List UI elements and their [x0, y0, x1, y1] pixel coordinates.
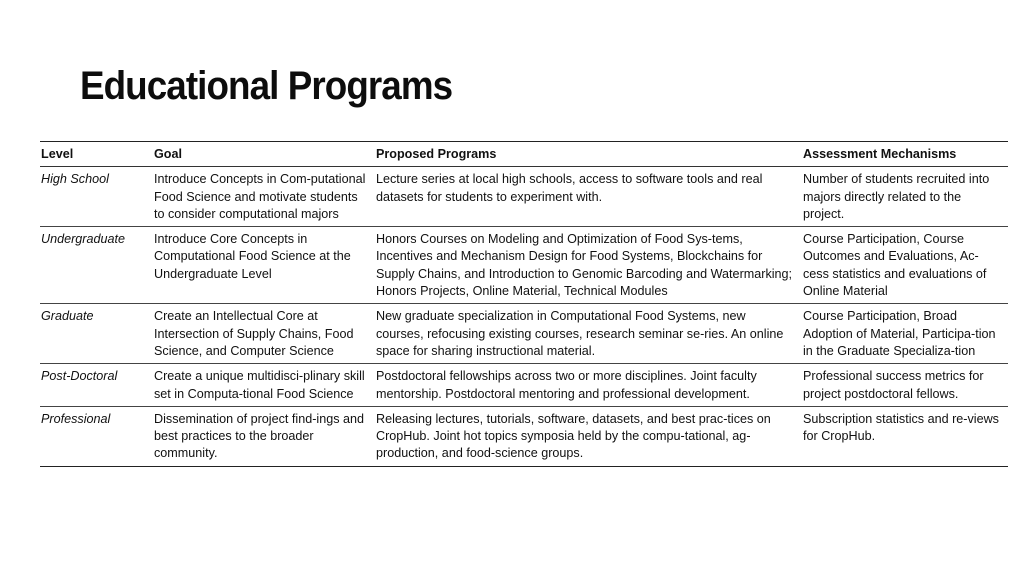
- cell-goal: Introduce Core Concepts in Computational Food Science at the Undergraduate Level: [154, 232, 351, 281]
- cell-proposed-programs: New graduate specialization in Computational Food Systems, new courses, refocusing existing courses, research seminar se-ries. An online space for sharing instructional material.: [376, 309, 784, 358]
- cell-assessment: Professional success metrics for project postdoctoral fellows.: [803, 369, 984, 401]
- cell-proposed-programs: Postdoctoral fellowships across two or more disciplines. Joint faculty mentorship. Postdoctoral mentoring and professional development.: [376, 369, 757, 401]
- cell-goal: Create an Intellectual Core at Intersection of Supply Chains, Food Science, and Computer Science: [154, 309, 354, 358]
- table-row: [40, 304, 1008, 364]
- cell-assessment: Number of students recruited into majors directly related to the project.: [803, 172, 990, 221]
- table-row: [40, 167, 1008, 227]
- table-row: [40, 406, 1008, 466]
- cell-assessment: Course Participation, Broad Adoption of Material, Participa-tion in the Graduate Specializa-tion: [803, 309, 996, 358]
- header-level: Level: [41, 147, 74, 161]
- cell-level: Post-Doctoral: [41, 369, 118, 384]
- slide-title: Educational Programs: [80, 64, 453, 108]
- header-proposed-programs: Proposed Programs: [376, 147, 497, 161]
- cell-level: Graduate: [41, 309, 94, 324]
- header-assessment-mechanisms: Assessment Mechanisms: [803, 147, 957, 161]
- cell-proposed-programs: Honors Courses on Modeling and Optimization of Food Sys-tems, Incentives and Mechanism Design for Food Systems, Blockchains for Supply Chains, and Introduction to Genomic Barcoding and Watermarking; Honors Projects, Online Material, Technical Modules: [376, 232, 793, 299]
- cell-proposed-programs: Releasing lectures, tutorials, software, datasets, and best prac-tices on CropHub. Joint hot topics symposia held by the compu-tational, ag-production, and food-science groups.: [376, 411, 771, 461]
- table-header-row: [40, 142, 1008, 167]
- cell-level: Undergraduate: [41, 232, 126, 247]
- cell-goal: Dissemination of project find-ings and best practices to the broader community.: [154, 411, 365, 461]
- cell-assessment: Subscription statistics and re-views for CropHub.: [803, 411, 999, 444]
- cell-level: Professional: [41, 411, 111, 426]
- table-row: [40, 227, 1008, 304]
- cell-goal: Introduce Concepts in Com-putational Food Science and motivate students to consider computational majors: [154, 172, 366, 221]
- cell-goal: Create a unique multidisci-plinary skill set in Computa-tional Food Science: [154, 369, 365, 401]
- cell-assessment: Course Participation, Course Outcomes and Evaluations, Ac-cess statistics and evaluations of Online Material: [803, 232, 987, 299]
- programs-table: [40, 141, 1008, 467]
- header-goal: Goal: [154, 147, 182, 161]
- cell-proposed-programs: Lecture series at local high schools, access to software tools and real datasets for students to experiment with.: [376, 172, 763, 204]
- cell-level: High School: [41, 172, 109, 187]
- table-row: [40, 364, 1008, 407]
